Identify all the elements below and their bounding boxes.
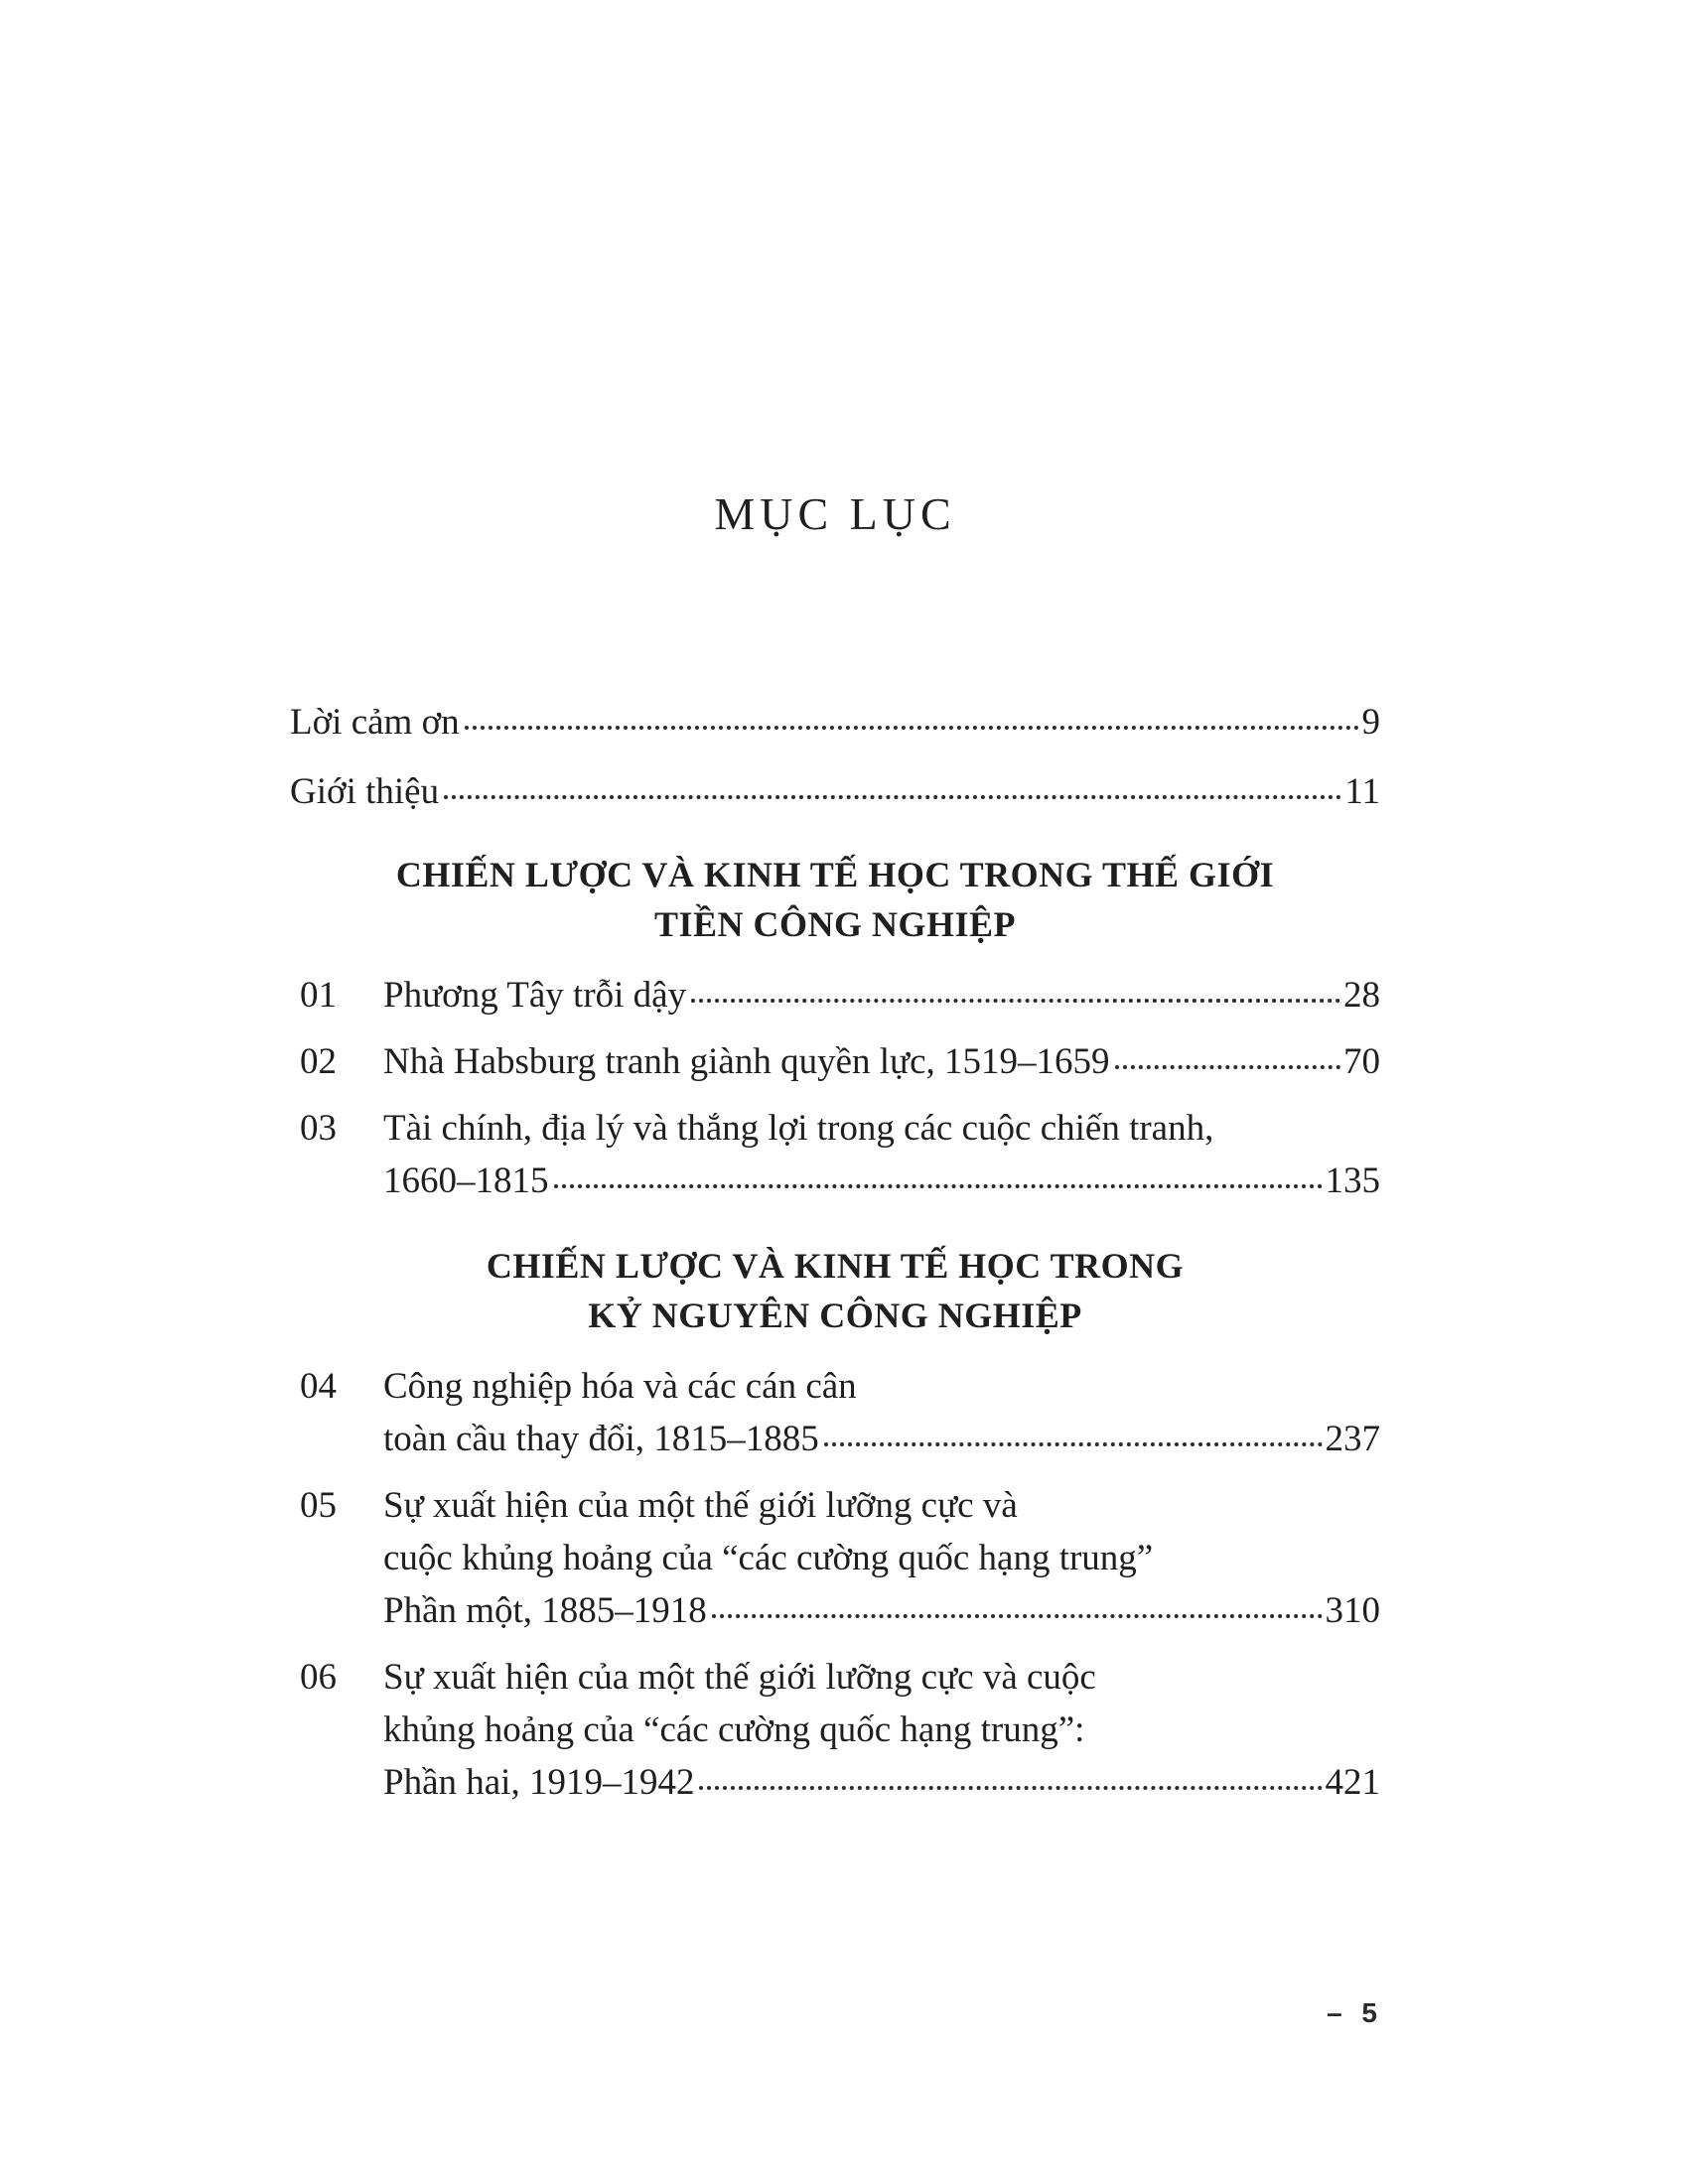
section-heading-line: CHIẾN LƯỢC VÀ KINH TẾ HỌC TRONG — [486, 1246, 1185, 1286]
toc-entry-label: Lời cảm ơn — [290, 702, 460, 743]
chapter-title-text: 1660–1815 — [383, 1160, 549, 1201]
toc-entry-chapter — [290, 1102, 1380, 1207]
toc-entry-chapter — [290, 1651, 1380, 1809]
toc-entry-page-number: 28 — [1343, 975, 1380, 1016]
chapter-number: 03 — [300, 1108, 337, 1149]
chapter-title-text: Công nghiệp hóa và các cán cân — [383, 1366, 857, 1407]
chapter-number: 05 — [300, 1485, 337, 1526]
toc-entry-front-matter — [290, 699, 1380, 747]
chapter-title-line — [383, 1584, 1380, 1637]
footer-page-number: – 5 — [1327, 1997, 1378, 2028]
chapter-title-line — [383, 1413, 1380, 1465]
toc-entry-page-number: 421 — [1325, 1762, 1380, 1803]
section-heading-line: CHIẾN LƯỢC VÀ KINH TẾ HỌC TRONG THẾ GIỚI — [395, 855, 1275, 894]
dot-leader — [465, 726, 1359, 730]
toc-entry-label: Giới thiệu — [290, 771, 440, 812]
chapter-title-block — [383, 1102, 1380, 1207]
toc-entry-page-number: 11 — [1344, 771, 1380, 812]
toc-entry-page-number: 70 — [1343, 1041, 1380, 1082]
chapter-title-block — [383, 1651, 1380, 1809]
chapter-title-text: khủng hoảng của “các cường quốc hạng trung”: — [383, 1709, 1085, 1750]
chapter-title-text: Sự xuất hiện của một thế giới lưỡng cực và cuộc — [383, 1657, 1096, 1698]
section-heading — [290, 1241, 1380, 1340]
toc-entry-page-number: 9 — [1361, 702, 1380, 743]
toc-column — [290, 486, 1380, 1823]
toc-entry-page-number: 135 — [1325, 1160, 1380, 1201]
chapter-number: 04 — [300, 1366, 337, 1407]
chapter-title-line — [383, 969, 1380, 1022]
section-heading — [290, 850, 1380, 949]
chapter-title-block — [383, 1360, 1380, 1465]
toc-entry-chapter — [290, 1479, 1380, 1637]
chapter-title-block — [383, 1035, 1380, 1088]
chapter-title-text: Sự xuất hiện của một thế giới lưỡng cực và — [383, 1485, 1018, 1526]
toc-entry-page-number: 310 — [1325, 1590, 1380, 1631]
toc-entry-chapter — [290, 969, 1380, 1022]
toc-entry-front-matter — [290, 768, 1380, 816]
chapter-title-block — [383, 1479, 1380, 1637]
dot-leader — [554, 1184, 1323, 1188]
chapter-number: 02 — [300, 1041, 337, 1082]
dot-leader — [824, 1442, 1323, 1446]
dot-leader — [444, 795, 1341, 799]
chapter-title-block — [383, 969, 1380, 1022]
chapter-title-text: Phần hai, 1919–1942 — [383, 1762, 695, 1803]
section-heading-line: TIỀN CÔNG NGHIỆP — [653, 904, 1017, 944]
toc-entry-chapter — [290, 1035, 1380, 1088]
section-heading-line: KỶ NGUYÊN CÔNG NGHIỆP — [588, 1296, 1082, 1335]
toc-entry-chapter — [290, 1360, 1380, 1465]
chapter-title-text: Tài chính, địa lý và thắng lợi trong các cuộc chiến tranh, — [383, 1108, 1214, 1149]
chapter-title-line — [383, 1035, 1380, 1088]
dot-leader — [691, 999, 1340, 1003]
toc-entry-page-number: 237 — [1325, 1419, 1380, 1459]
chapter-title-line — [383, 1155, 1380, 1207]
chapter-title-text: Phương Tây trỗi dậy — [383, 975, 687, 1016]
dot-leader — [712, 1614, 1323, 1618]
chapter-number: 06 — [300, 1657, 337, 1698]
dot-leader — [1115, 1065, 1341, 1069]
chapter-title-text: Phần một, 1885–1918 — [383, 1590, 707, 1631]
chapter-title-text: cuộc khủng hoảng của “các cường quốc hạng trung” — [383, 1538, 1154, 1578]
dot-leader — [699, 1786, 1322, 1790]
chapter-number: 01 — [300, 975, 337, 1016]
page-title: MỤC LỤC — [714, 488, 956, 539]
chapter-title-line — [383, 1756, 1380, 1809]
chapter-title-text: toàn cầu thay đổi, 1815–1885 — [383, 1419, 819, 1459]
chapter-title-text: Nhà Habsburg tranh giành quyền lực, 1519–1659 — [383, 1041, 1110, 1082]
